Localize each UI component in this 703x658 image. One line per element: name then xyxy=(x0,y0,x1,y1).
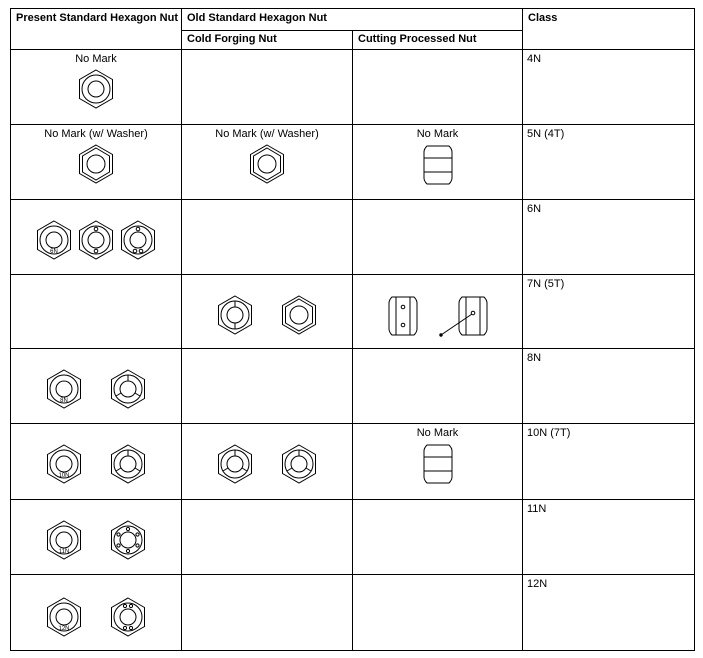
nut-label: 12N xyxy=(58,626,70,632)
table-row xyxy=(11,125,695,200)
hex-nut-six-dot-icon xyxy=(108,520,148,560)
cutting-cell xyxy=(353,424,523,500)
hex-nut-double-dot-icon xyxy=(108,597,148,637)
present-cell xyxy=(11,575,182,651)
hex-nut-two-dot-icon xyxy=(76,220,116,260)
header-cold: Cold Forging Nut xyxy=(182,31,353,50)
nut-label: 11N xyxy=(58,549,70,555)
mark-text: No Mark (w/ Washer) xyxy=(215,128,319,140)
table-row xyxy=(11,50,695,125)
cutting-cell xyxy=(353,275,523,349)
cutting-cell xyxy=(353,125,523,200)
side-view-nut-icon xyxy=(423,144,453,186)
table-row xyxy=(11,275,695,349)
class-cell: 8N xyxy=(523,349,695,424)
table-row xyxy=(11,349,695,424)
mark-text: No Mark xyxy=(75,53,117,65)
washer-hex-nut-icon xyxy=(247,144,287,184)
class-cell: 6N xyxy=(523,200,695,275)
hex-nut-11n-label-icon xyxy=(44,520,84,560)
cold-cell xyxy=(182,125,353,200)
washer-hex-nut-icon xyxy=(76,144,116,184)
header-present: Present Standard Hexagon Nut xyxy=(11,9,182,50)
nut-label: 8N xyxy=(60,398,68,404)
cold-cell xyxy=(182,500,353,575)
nut-class-table xyxy=(10,8,695,651)
cutting-cell xyxy=(353,500,523,575)
cold-cell xyxy=(182,50,353,125)
cutting-cell xyxy=(353,575,523,651)
present-cell xyxy=(11,275,182,349)
nut-label: 10N xyxy=(58,473,70,479)
class-cell: 7N (5T) xyxy=(523,275,695,349)
header-old: Old Standard Hexagon Nut xyxy=(182,9,523,31)
side-view-nut-icon xyxy=(423,443,453,485)
cold-cell xyxy=(182,575,353,651)
cold-cell xyxy=(182,349,353,424)
hex-nut-three-line-icon xyxy=(215,444,255,484)
present-cell xyxy=(11,200,182,275)
class-cell: 12N xyxy=(523,575,695,651)
hex-nut-three-dot-icon xyxy=(118,220,158,260)
mark-text: No Mark (w/ Washer) xyxy=(44,128,148,140)
hex-nut-two-line-icon xyxy=(215,295,255,335)
present-cell xyxy=(11,424,182,500)
table-row xyxy=(11,424,695,500)
cold-cell xyxy=(182,424,353,500)
cold-cell xyxy=(182,275,353,349)
present-cell xyxy=(11,500,182,575)
nut-label: 6N xyxy=(50,249,58,255)
present-cell xyxy=(11,125,182,200)
class-cell: 5N (4T) xyxy=(523,125,695,200)
cutting-cell xyxy=(353,50,523,125)
header-cutting: Cutting Processed Nut xyxy=(353,31,523,50)
plain-hex-nut-icon xyxy=(76,69,116,109)
hex-nut-6n-label-icon xyxy=(34,220,74,260)
present-cell xyxy=(11,349,182,424)
hex-nut-three-line-icon xyxy=(108,369,148,409)
cutting-cell xyxy=(353,200,523,275)
table-row xyxy=(11,200,695,275)
hex-nut-three-line-icon xyxy=(108,444,148,484)
cold-cell xyxy=(182,200,353,275)
side-view-nut-dot-pointer-icon xyxy=(438,295,488,337)
class-cell: 11N xyxy=(523,500,695,575)
cutting-cell xyxy=(353,349,523,424)
hex-nut-10n-label-icon xyxy=(44,444,84,484)
table-row xyxy=(11,575,695,651)
class-cell: 4N xyxy=(523,50,695,125)
washer-hex-nut-icon xyxy=(279,295,319,335)
hex-nut-three-line-icon xyxy=(279,444,319,484)
side-view-nut-dots-icon xyxy=(388,295,418,337)
present-cell xyxy=(11,50,182,125)
header-class: Class xyxy=(523,9,695,50)
hex-nut-12n-label-icon xyxy=(44,597,84,637)
class-cell: 10N (7T) xyxy=(523,424,695,500)
hex-nut-8n-label-icon xyxy=(44,369,84,409)
mark-text: No Mark xyxy=(416,427,459,439)
mark-text: No Mark xyxy=(416,128,459,140)
table-row xyxy=(11,500,695,575)
